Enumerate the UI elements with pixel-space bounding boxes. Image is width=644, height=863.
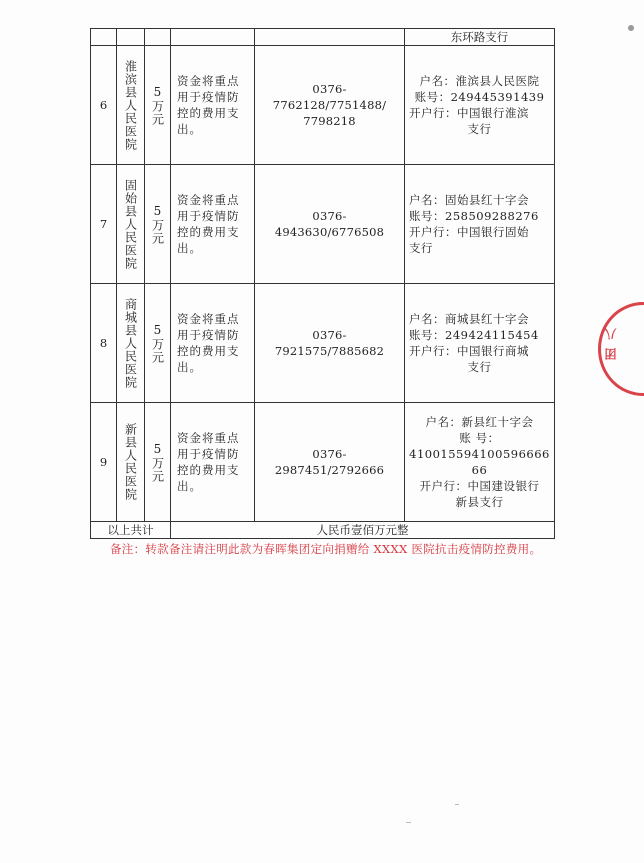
amount-cell (145, 284, 171, 403)
account-bank-cont: 支行 (467, 122, 492, 136)
donation-amount: 5万元 (150, 84, 165, 126)
contact-phone: 0376-2987451/2792666 (274, 447, 385, 477)
hospital-name-cell (117, 165, 145, 284)
table-row-continuation (91, 29, 555, 46)
hospital-name: 新县人民医院 (123, 423, 138, 501)
hospital-name-cell (117, 46, 145, 165)
table-row (91, 284, 555, 403)
bank-account-cell (405, 165, 555, 284)
total-row (91, 522, 555, 539)
total-value: 人民币壹佰万元整 (171, 522, 555, 539)
account-tail-cell: 东环路支行 (405, 29, 555, 46)
contact-phone-cell (255, 284, 405, 403)
row-number: 7 (91, 165, 117, 284)
amount-cell (145, 403, 171, 522)
scan-speck (455, 804, 459, 805)
contact-phone: 0376-7762128/7751488/ (272, 82, 387, 112)
account-holder: 户名：淮滨县人民医院 (419, 74, 540, 88)
contact-phone: 0376-4943630/6776508 (274, 209, 385, 239)
account-holder: 户名：新县红十字会 (425, 415, 534, 429)
account-number: 账号：249445391439 (414, 90, 545, 104)
donation-amount: 5万元 (150, 322, 165, 364)
hospital-name-cell (117, 403, 145, 522)
red-seal-stamp (590, 302, 644, 396)
account-number-label: 账 号： (459, 431, 500, 445)
table-row (91, 403, 555, 522)
hospital-name: 商城县人民医院 (123, 297, 138, 389)
stamp-text: 团 八 (604, 326, 618, 361)
usage-description: 资金将重点用于疫情防控的费用支出。 (171, 46, 255, 165)
donation-amount: 5万元 (150, 203, 165, 245)
total-label: 以上共计 (91, 522, 171, 539)
hospital-name: 固始县人民医院 (123, 178, 138, 270)
account-holder: 户名：固始县红十字会 (409, 193, 529, 207)
account-bank: 开户行：中国银行商城 (409, 344, 529, 358)
account-bank: 开户行：中国银行固始 (409, 225, 529, 239)
table-row (91, 165, 555, 284)
usage-description: 资金将重点用于疫情防控的费用支出。 (171, 284, 255, 403)
row-number: 8 (91, 284, 117, 403)
contact-phone: 0376-7921575/7885682 (274, 328, 385, 358)
account-bank: 开户行：中国建设银行 (419, 479, 540, 493)
account-bank: 开户行：中国银行淮滨 (409, 106, 529, 120)
usage-description: 资金将重点用于疫情防控的费用支出。 (171, 165, 255, 284)
hospital-name-cell (117, 284, 145, 403)
row-number: 9 (91, 403, 117, 522)
donation-table (90, 28, 555, 539)
table-row (91, 46, 555, 165)
remark-note: 备注：转款备注请注明此款为春晖集团定向捐赠给 XXXX 医院抗击疫情防控费用。 (110, 542, 542, 556)
row-number: 6 (91, 46, 117, 165)
account-holder: 户名：商城县红十字会 (409, 312, 529, 326)
bank-account-cell (405, 403, 555, 522)
contact-phone-cell (255, 165, 405, 284)
account-number: 41001559410059666666 (409, 447, 550, 477)
amount-cell (145, 165, 171, 284)
hospital-name: 淮滨县人民医院 (123, 59, 138, 151)
account-number: 账号：249424115454 (409, 328, 539, 342)
account-bank-cont: 支行 (467, 360, 492, 374)
contact-phone-cell (255, 46, 405, 165)
usage-description: 资金将重点用于疫情防控的费用支出。 (171, 403, 255, 522)
account-bank-cont: 支行 (409, 241, 433, 255)
scan-dot-mark (628, 25, 634, 31)
bank-account-cell (405, 46, 555, 165)
account-number: 账号：258509288276 (409, 209, 539, 223)
scan-speck (406, 822, 411, 823)
bank-account-cell (405, 284, 555, 403)
contact-phone-cont: 7798218 (303, 114, 356, 128)
donation-amount: 5万元 (150, 441, 165, 483)
contact-phone-cell (255, 403, 405, 522)
amount-cell (145, 46, 171, 165)
account-bank-cont: 新县支行 (455, 495, 504, 509)
